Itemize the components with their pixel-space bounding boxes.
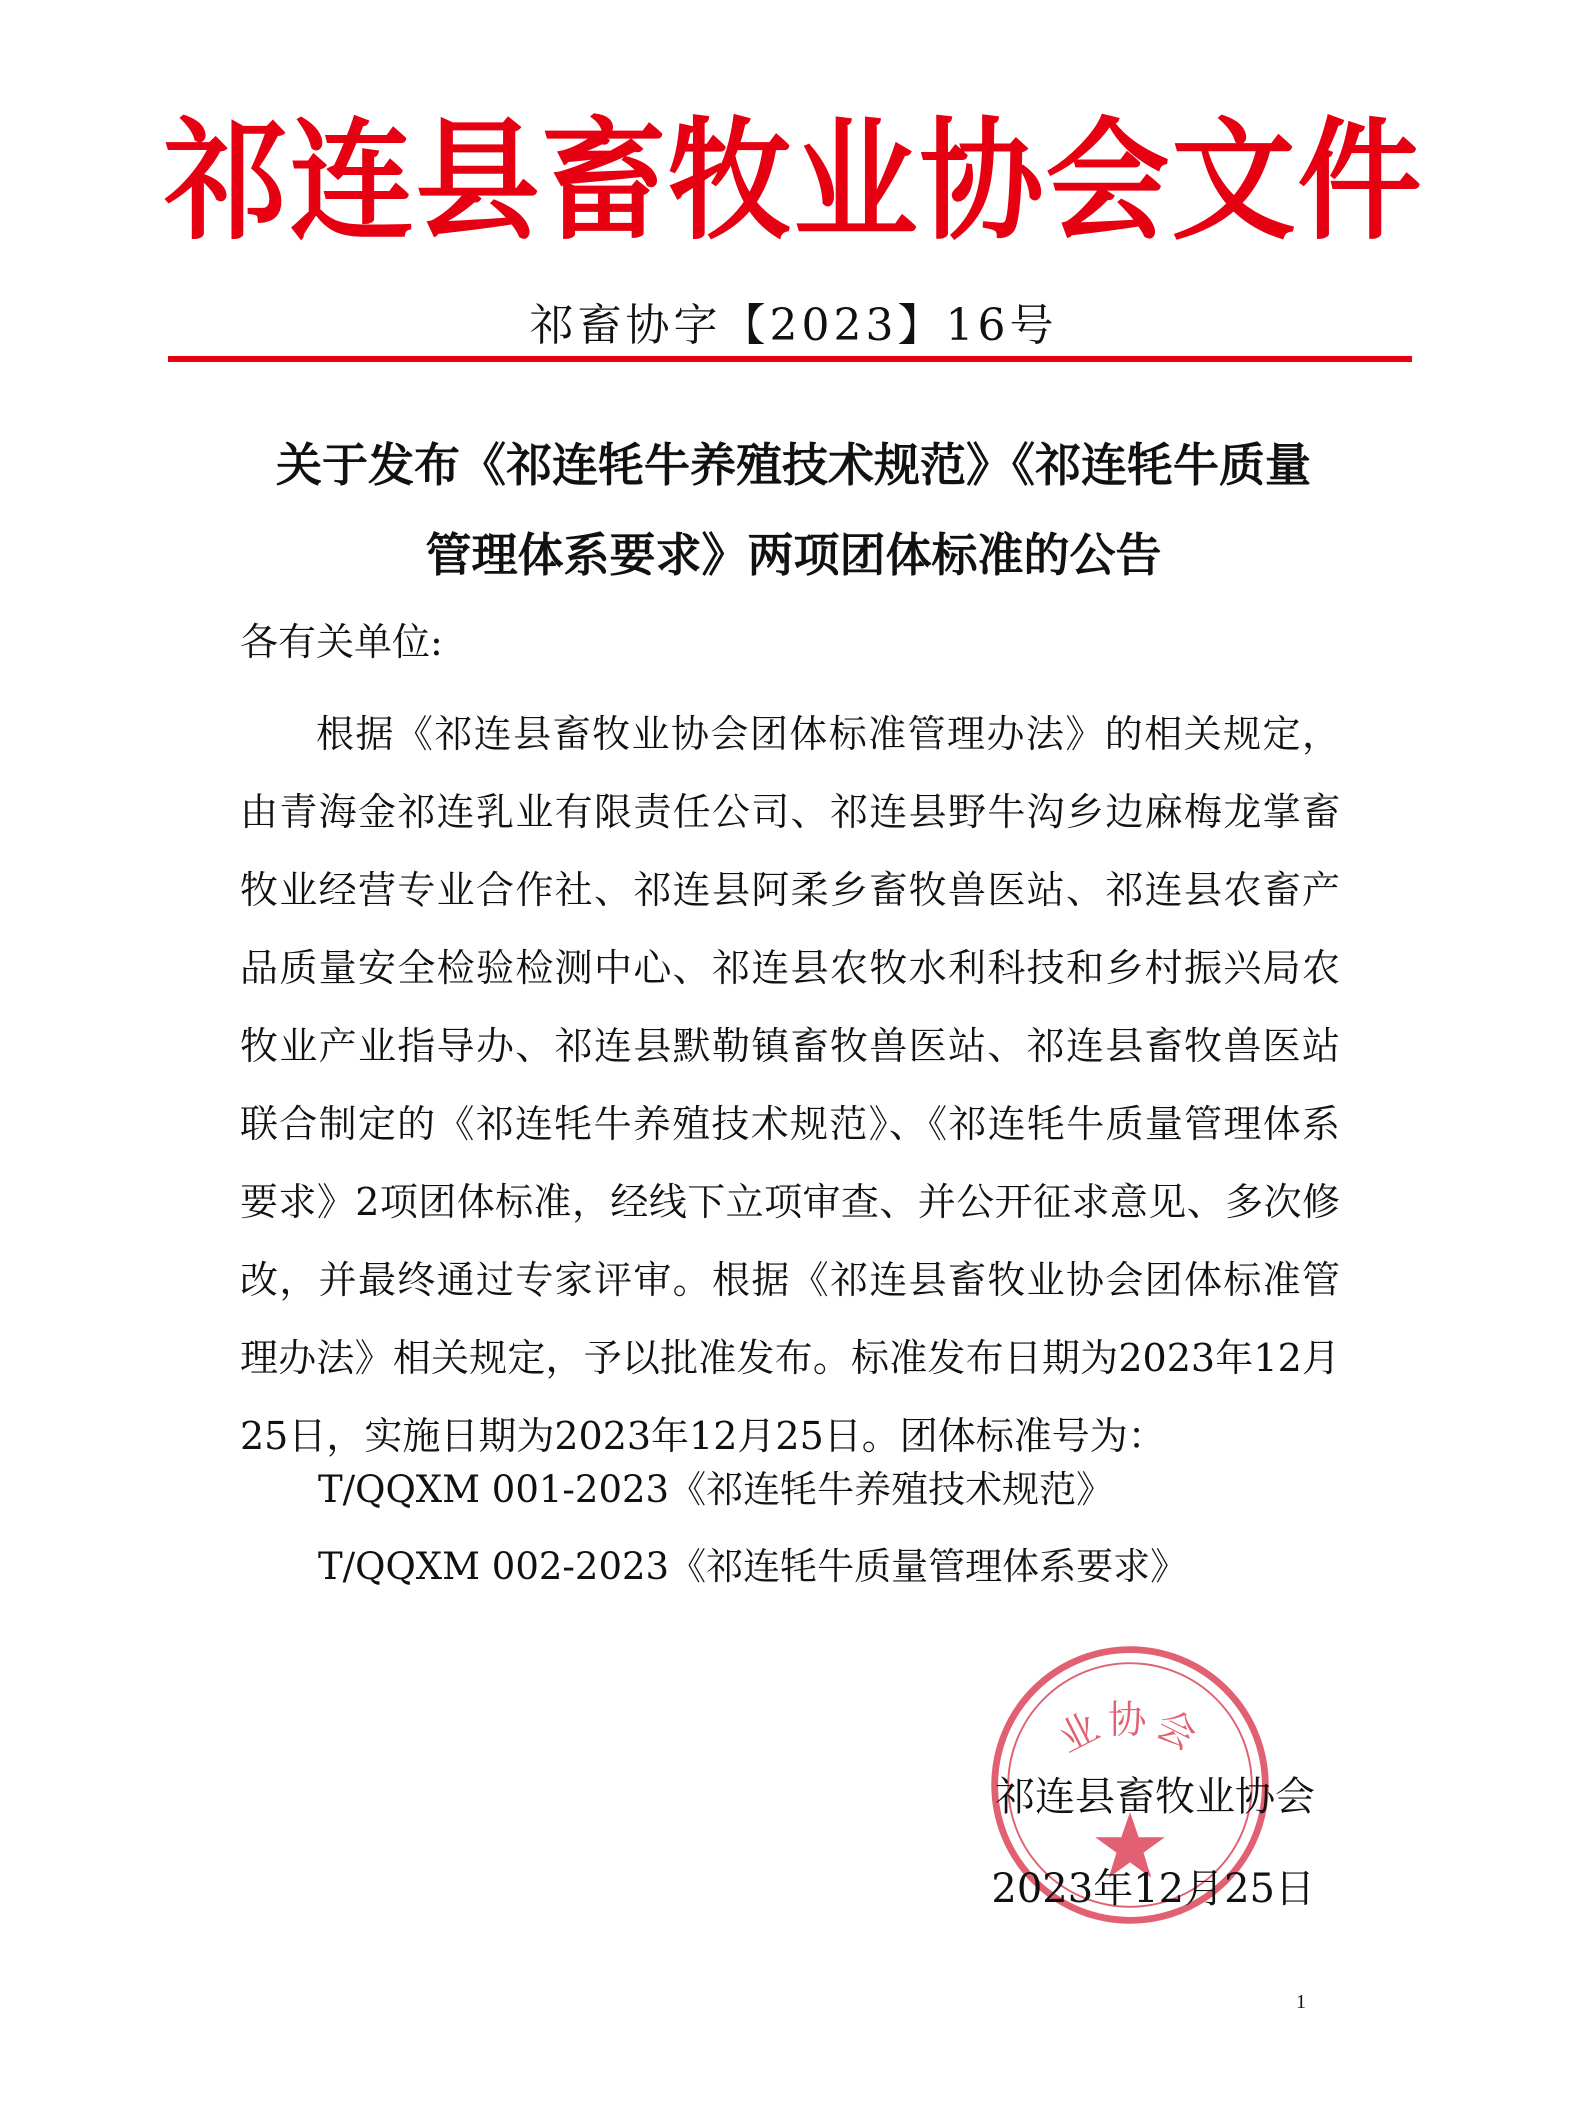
standard-line-2: T/QQXM 002-2023《祁连牦牛质量管理体系要求》: [318, 1545, 1188, 1588]
document-number: 祁畜协字【2023】16号: [529, 300, 1058, 351]
body-paragraph: 根据《祁连县畜牧业协会团体标准管理办法》的相关规定，由青海金祁连乳业有限责任公司、祁连县野牛沟乡边麻梅龙掌畜牧业经营专业合作社、祁连县阿柔乡畜牧兽医站、祁连县农畜产品质量安全检验检测中心、祁连县农牧水利科技和乡村振兴局农牧业产业指导办、祁连县默勒镇畜牧兽医站、祁连县畜牧兽医站联合制定的《祁连牦牛养殖技术规范》、《祁连牦牛质量管理体系要求》2项团体标准，经线下立项审查、并公开征求意见、多次修改，并最终通过专家评审。根据《祁连县畜牧业协会团体标准管理办法》相关规定，予以批准发布。标准发布日期为2023年12月25日，实施日期为2023年12月25日。团体标准号为：: [240, 712, 1340, 1458]
salutation: 各有关单位:: [240, 620, 443, 664]
header-title: 祁连县畜牧业协会文件: [163, 104, 1424, 259]
signing-date: 2023年12月25日: [991, 1866, 1315, 1912]
signing-organization: 祁连县畜牧业协会: [995, 1774, 1315, 1820]
standard-line-1: T/QQXM 001-2023《祁连牦牛养殖技术规范》: [318, 1468, 1114, 1511]
page-number: 1: [1296, 1991, 1306, 2013]
notice-title-line-1: 关于发布《祁连牦牛养殖技术规范》《祁连牦牛质量: [276, 438, 1311, 492]
header-divider: [168, 356, 1412, 362]
seal-arc-text: 业协会: [1051, 1697, 1209, 1763]
notice-title-line-2: 管理体系要求》两项团体标准的公告: [425, 528, 1162, 582]
